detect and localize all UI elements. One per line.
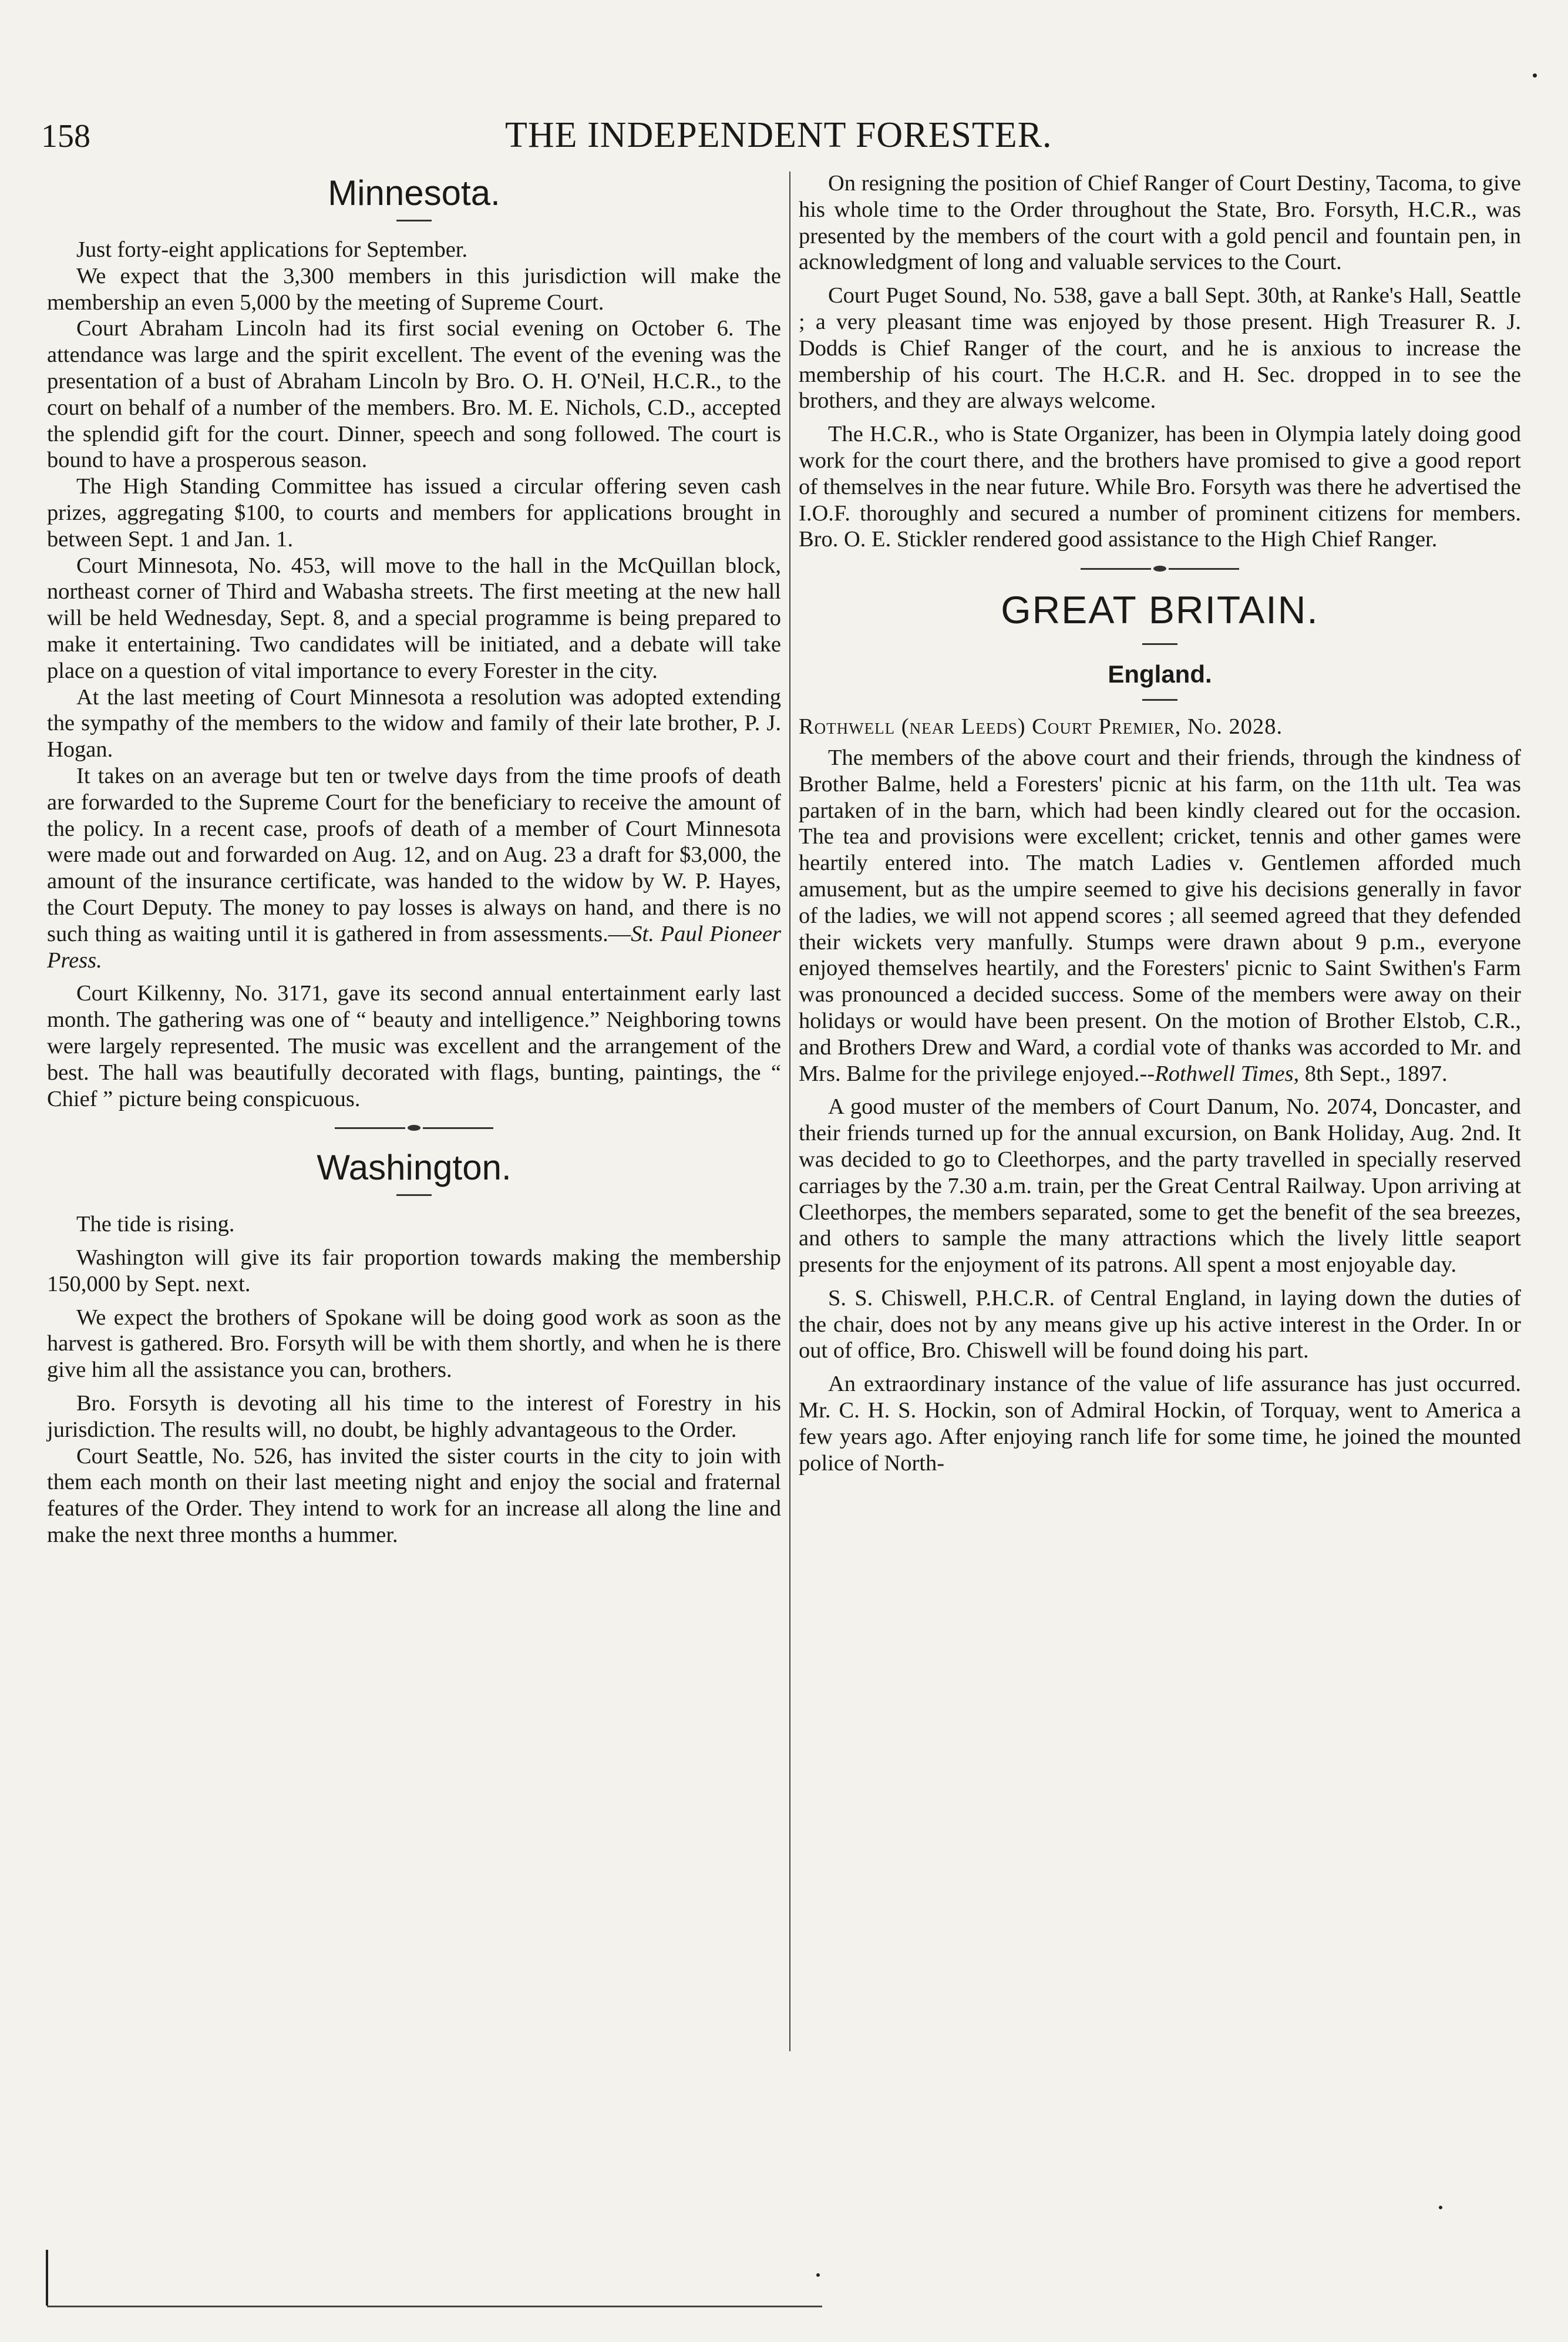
paragraph: We expect that the 3,300 members in this jurisdiction will make the membership an even 5,000 by the meeting of Supreme Court. <box>47 263 781 315</box>
country-heading: GREAT BRITAIN. <box>1001 588 1319 632</box>
source-citation: St. Paul Pioneer Press. <box>47 921 781 973</box>
paragraph: Just forty-eight applications for September. <box>76 237 468 262</box>
paragraph: We expect the brothers of Spokane will be doing good work as soon as the harvest is gathered. Bro. Forsyth will be with them shortly, and when he is there give him all the assistance you can, brothers. <box>47 1305 781 1383</box>
paragraph-text: The members of the above court and their friends, through the kindness of Brother Balme, held a Foresters' picnic at his farm, on the 11th ult. Tea was partaken of in the barn, which had been kindly cleared out for the occasion. The tea and provisions were excellent; cricket, tennis and other games were heartily entered into. The match Ladies v. Gentlemen afforded much amusement, but as the umpire seemed to give his decisions generally in favor of the ladies, we will not append scores ; all seemed agreed that they defended their wickets very manfully. Stumps were drawn about 9 p.m., everyone enjoyed themselves heartily, and the Foresters' picnic to Saint Swithen's Farm was pronounced a decided success. Some of the members were away on their holidays or would have been present. On the motion of Brother Elstob, C.R., and Brothers Drew and Ward, a cordial vote of thanks was accorded to Mr. and Mrs. Balme for the privilege enjoyed.-- <box>799 745 1521 1086</box>
heading-rule <box>1142 643 1177 645</box>
heading-rule <box>1142 699 1177 701</box>
paragraph: The High Standing Committee has issued a circular offering seven cash prizes, aggregating $100, to courts and members for applications brought in between Sept. 1 and Jan. 1. <box>47 474 781 552</box>
heading-rule <box>396 220 432 221</box>
paragraph: Bro. Forsyth is devoting all his time to the interest of Forestry in his jurisdiction. The results will, no doubt, be highly advantageous to the Order. <box>47 1391 781 1442</box>
paragraph: A good muster of the members of Court Danum, No. 2074, Doncaster, and their friends turned up for the annual excursion, on Bank Holiday, Aug. 2nd. It was decided to go to Cleethorpes, and the party travelled in specially reserved carriages by the 7.30 a.m. train, per the Great Central Railway. Upon arriving at Cleethorpes, the members separated, some to get the benefit of the sea breezes, and others to sample the many attractions which the lively little seaport presents for the enjoyment of its patrons. All spent a most enjoyable day. <box>799 1094 1521 1278</box>
paragraph: Court Puget Sound, No. 538, gave a ball Sept. 30th, at Ranke's Hall, Seattle ; a very pleasant time was enjoyed by those present. High Treasurer R. J. Dodds is Chief Ranger of the court, and he is anxious to increase the membership of his court. The H.C.R. and H. Sec. dropped in to see the brothers, and they are always welcome. <box>799 283 1521 414</box>
page-number: 158 <box>41 118 90 154</box>
paragraph: On resigning the position of Chief Ranger of Court Destiny, Tacoma, to give his whole time to the Order throughout the State, Bro. Forsyth, H.C.R., was presented by the members of the court with a gold pencil and fountain pen, in acknowledgment of long and valuable services to the Court. <box>799 171 1521 275</box>
paragraph: Court Abraham Lincoln had its first social evening on October 6. The attendance was large and the spirit excellent. The event of the evening was the presentation of a bust of Abraham Lincoln by Bro. O. H. O'Neil, H.C.R., to the court on behalf of a number of the members. Bro. M. E. Nichols, C.D., accepted the splendid gift for the court. Dinner, speech and song followed. The court is bound to have a prosperous season. <box>47 316 781 473</box>
scan-margin-line <box>47 2306 822 2307</box>
paragraph: Court Kilkenny, No. 3171, gave its second annual entertainment early last month. The gathering was one of “ beauty and intelligence.” Neighboring towns were largely represented. The music was excellent and the arrangement of the best. The hall was beautifully decorated with flags, bunting, paintings, the “ Chief ” picture being conspicuous. <box>47 981 781 1111</box>
section-ornament <box>47 1125 781 1131</box>
paragraph: An extraordinary instance of the value of life assurance has just occurred. Mr. C. H. S. Hockin, son of Admiral Hockin, of Torquay, went to America a few years ago. After enjoying ranch life for some time, he joined the mounted police of North- <box>799 1372 1521 1476</box>
source-citation: Rothwell Times, <box>1155 1061 1300 1086</box>
section-ornament <box>799 566 1521 572</box>
paragraph <box>47 763 781 973</box>
section-heading-minnesota: Minnesota. <box>328 173 500 213</box>
heading-rule <box>396 1194 432 1196</box>
paragraph-text: It takes on an average but ten or twelve days from the time proofs of death are forwarded to the Supreme Court for the beneficiary to receive the amount of the policy. In a recent case, proofs of death of a member of Court Minnesota were made out and forwarded on Aug. 12, and on Aug. 23 a draft for $3,000, the amount of the insurance certificate, was handed to the widow by W. P. Hayes, the Court Deputy. The money to pay losses is always on hand, and there is no such thing as waiting until it is gathered in from assessments.— <box>47 763 781 946</box>
paragraph: S. S. Chiswell, P.H.C.R. of Central England, in laying down the duties of the chair, does not by any means give up his active interest in the Order. In or out of office, Bro. Chiswell will be found doing his part. <box>799 1285 1521 1363</box>
paragraph: The H.C.R., who is State Organizer, has been in Olympia lately doing good work for the court there, and the brothers have promised to give a good report of themselves in the near future. While Bro. Forsyth was there he advertised the I.O.F. thoroughly and secured a number of prominent citizens for members. Bro. O. E. Stickler rendered good assistance to the High Chief Ranger. <box>799 422 1521 552</box>
scan-speck <box>1439 2206 1442 2209</box>
left-column <box>47 170 781 1548</box>
paragraph: Court Seattle, No. 526, has invited the sister courts in the city to join with them each month on their last meeting night and enjoy the social and fraternal features of the Order. They intend to work for an increase all along the line and make the next three months a hummer. <box>47 1443 781 1548</box>
court-subhead: Rothwell (near Leeds) Court Premier, No. 2028. <box>799 714 1283 740</box>
paragraph: The tide is rising. <box>76 1212 235 1237</box>
scan-speck <box>816 2273 820 2277</box>
right-column <box>799 170 1521 1476</box>
section-heading-washington: Washington. <box>317 1148 512 1188</box>
paragraph: At the last meeting of Court Minnesota a resolution was adopted extending the sympathy of the members to the widow and family of their late brother, P. J. Hogan. <box>47 684 781 762</box>
scan-margin-mark <box>46 2250 48 2306</box>
scan-speck <box>1533 73 1537 78</box>
paragraph: Washington will give its fair proportion towards making the membership 150,000 by Sept. next. <box>47 1245 781 1296</box>
running-head: THE INDEPENDENT FORESTER. <box>505 115 1052 155</box>
column-divider <box>789 172 790 2051</box>
paragraph: Court Minnesota, No. 453, will move to the hall in the McQuillan block, northeast corner of Third and Wabasha streets. The first meeting at the new hall will be held Wednesday, Sept. 8, and a special programme is being prepared to make it entertaining. Two candidates will be initiated, and a debate will take place on a question of vital importance to every Forester in the city. <box>47 553 781 683</box>
source-date: 8th Sept., 1897. <box>1299 1061 1448 1086</box>
paragraph <box>799 745 1521 1087</box>
region-heading: England. <box>1108 660 1212 688</box>
